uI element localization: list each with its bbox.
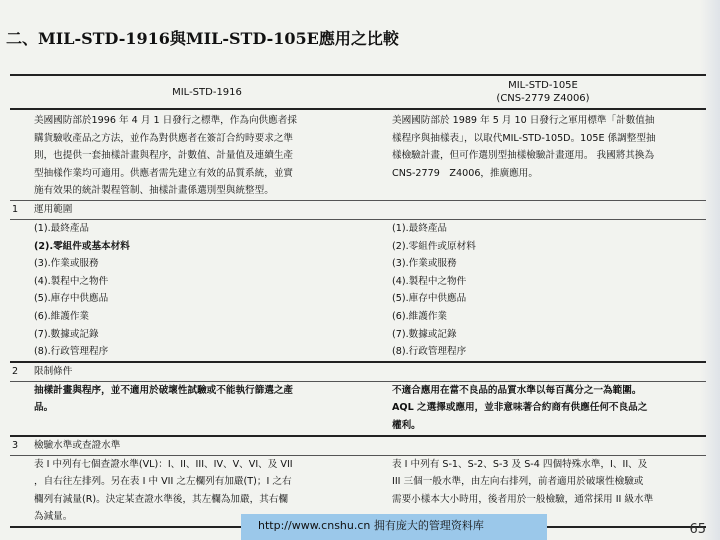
list-item: (2).零組件或基本材料 — [34, 240, 130, 252]
section-body-num-cell — [10, 219, 34, 361]
intro-col-b — [380, 109, 706, 200]
intro-a-line: 施有效果的統計製程管制、抽樣計畫係選別型與統整型。 — [34, 185, 274, 197]
list-item: (5).庫存中供應品 — [34, 293, 109, 305]
text-line: 為減量。 — [34, 511, 73, 523]
list-item: (1).最終產品 — [392, 222, 448, 234]
table-header-row — [10, 75, 706, 109]
intro-a-line: 購貨驗收產品之方法，並作為對供應者在簽訂合約時要求之準 — [34, 132, 294, 144]
section-title-row — [10, 200, 706, 219]
list-item: (3).作業或服務 — [392, 258, 457, 270]
intro-num-cell — [10, 109, 34, 200]
intro-b-line: 樣程序與抽樣表」，以取代MIL-STD-105D。105E 係調整型抽 — [392, 132, 656, 144]
list-item: (4).製程中之物件 — [392, 275, 467, 287]
header-col-b-line2: (CNS-2779 Z4006) — [496, 93, 590, 104]
text-line: 抽樣計畫與程序，並不適用於破壞性試驗或不能執行篩選之產 — [34, 384, 294, 396]
text-line: III 三個一般水準，由左向右排列，前者適用於破壞性檢驗或 — [392, 476, 644, 488]
intro-a-line: 則，也提供一套抽樣計畫與程序，計數值、計量值及連續生產 — [34, 150, 294, 162]
page-title: 二、MIL-STD-1916與MIL-STD-105E應用之比較 — [6, 29, 399, 48]
text-line: 表 I 中列有 S-1、S-2、S-3 及 S-4 四個特殊水準，I、II、及 — [392, 458, 648, 470]
header-col-a-label: MIL-STD-1916 — [172, 86, 242, 98]
section-number: 3 — [10, 436, 34, 456]
list-item: (8).行政管理程序 — [34, 346, 109, 358]
section-title: 運用範圍 — [34, 200, 706, 219]
section-number: 1 — [10, 200, 34, 219]
intro-row — [10, 109, 706, 200]
intro-b-line: 樣檢驗計畫，但可作選別型抽樣檢驗計畫運用。 我國將其換為 — [392, 150, 655, 162]
intro-b-line: 美國國防部於 1989 年 5 月 10 日發行之軍用標準「計數值抽 — [392, 115, 655, 126]
header-col-b-line1: MIL-STD-105E — [508, 80, 578, 91]
list-item: (7).數據或記錄 — [34, 328, 99, 340]
text-line: 表 I 中列有七個查證水準(VL)：I、II、III、IV、V、VI、及 VII — [34, 458, 293, 470]
section-body-row — [10, 219, 706, 361]
list-item: (5).庫存中供應品 — [392, 293, 467, 305]
footer-link[interactable]: http://www.cnshu.cn 拥有庞大的管理资料库 — [258, 519, 484, 532]
intro-col-a — [34, 109, 380, 200]
intro-a-line: 美國國防部於1996 年 4 月 1 日發行之標準，作為向供應者採 — [34, 115, 297, 126]
section-col-a — [34, 219, 380, 361]
list-item: (8).行政管理程序 — [392, 346, 467, 358]
section-body-num-cell — [10, 381, 34, 435]
list-item: (4).製程中之物件 — [34, 275, 109, 287]
text-line: 需要小樣本大小時用，後者用於一般檢驗，通常採用 II 級水準 — [392, 493, 654, 505]
list-item: (2).零組件或原材料 — [392, 240, 476, 252]
intro-a-line: 型抽樣作業均可適用。供應者需先建立有效的品質系統，並實 — [34, 167, 294, 179]
list-item: (7).數據或記錄 — [392, 328, 457, 340]
text-line: 權利。 — [392, 419, 421, 431]
section-col-a — [34, 381, 380, 435]
comparison-table — [10, 74, 706, 528]
section-col-b — [380, 381, 706, 435]
text-line: ，自右往左排列。另在表 I 中 VII 之左欄列有加嚴(T)；I 之右 — [34, 476, 292, 488]
section-number: 2 — [10, 362, 34, 382]
header-blank-cell — [10, 75, 34, 109]
section-title: 限制條件 — [34, 362, 706, 382]
section-title-row — [10, 436, 706, 456]
text-line: AQL 之選擇或應用，並非意味著合約商有供應任何不良品之 — [392, 402, 648, 414]
text-line: 不適合應用在當不良品的品質水準以每百萬分之一為範圍。 — [392, 384, 642, 396]
section-body-num-cell — [10, 455, 34, 527]
page-number: 65 — [689, 522, 706, 537]
list-item: (3).作業或服務 — [34, 258, 99, 270]
text-line: 欄列有減量(R)。決定某查證水準後，其左欄為加嚴，其右欄 — [34, 493, 288, 505]
list-item: (6).維護作業 — [392, 310, 448, 322]
section-title: 檢驗水準或查證水準 — [34, 436, 706, 456]
header-col-b — [380, 75, 706, 109]
list-item: (6).維護作業 — [34, 310, 90, 322]
section-title-row — [10, 362, 706, 382]
section-col-b — [380, 219, 706, 361]
section-body-row — [10, 381, 706, 435]
header-col-a — [34, 75, 380, 109]
list-item: (1).最終產品 — [34, 222, 90, 234]
intro-b-line: CNS-2779 Z4006，推廣應用。 — [392, 167, 538, 179]
text-line: 品。 — [34, 402, 54, 414]
